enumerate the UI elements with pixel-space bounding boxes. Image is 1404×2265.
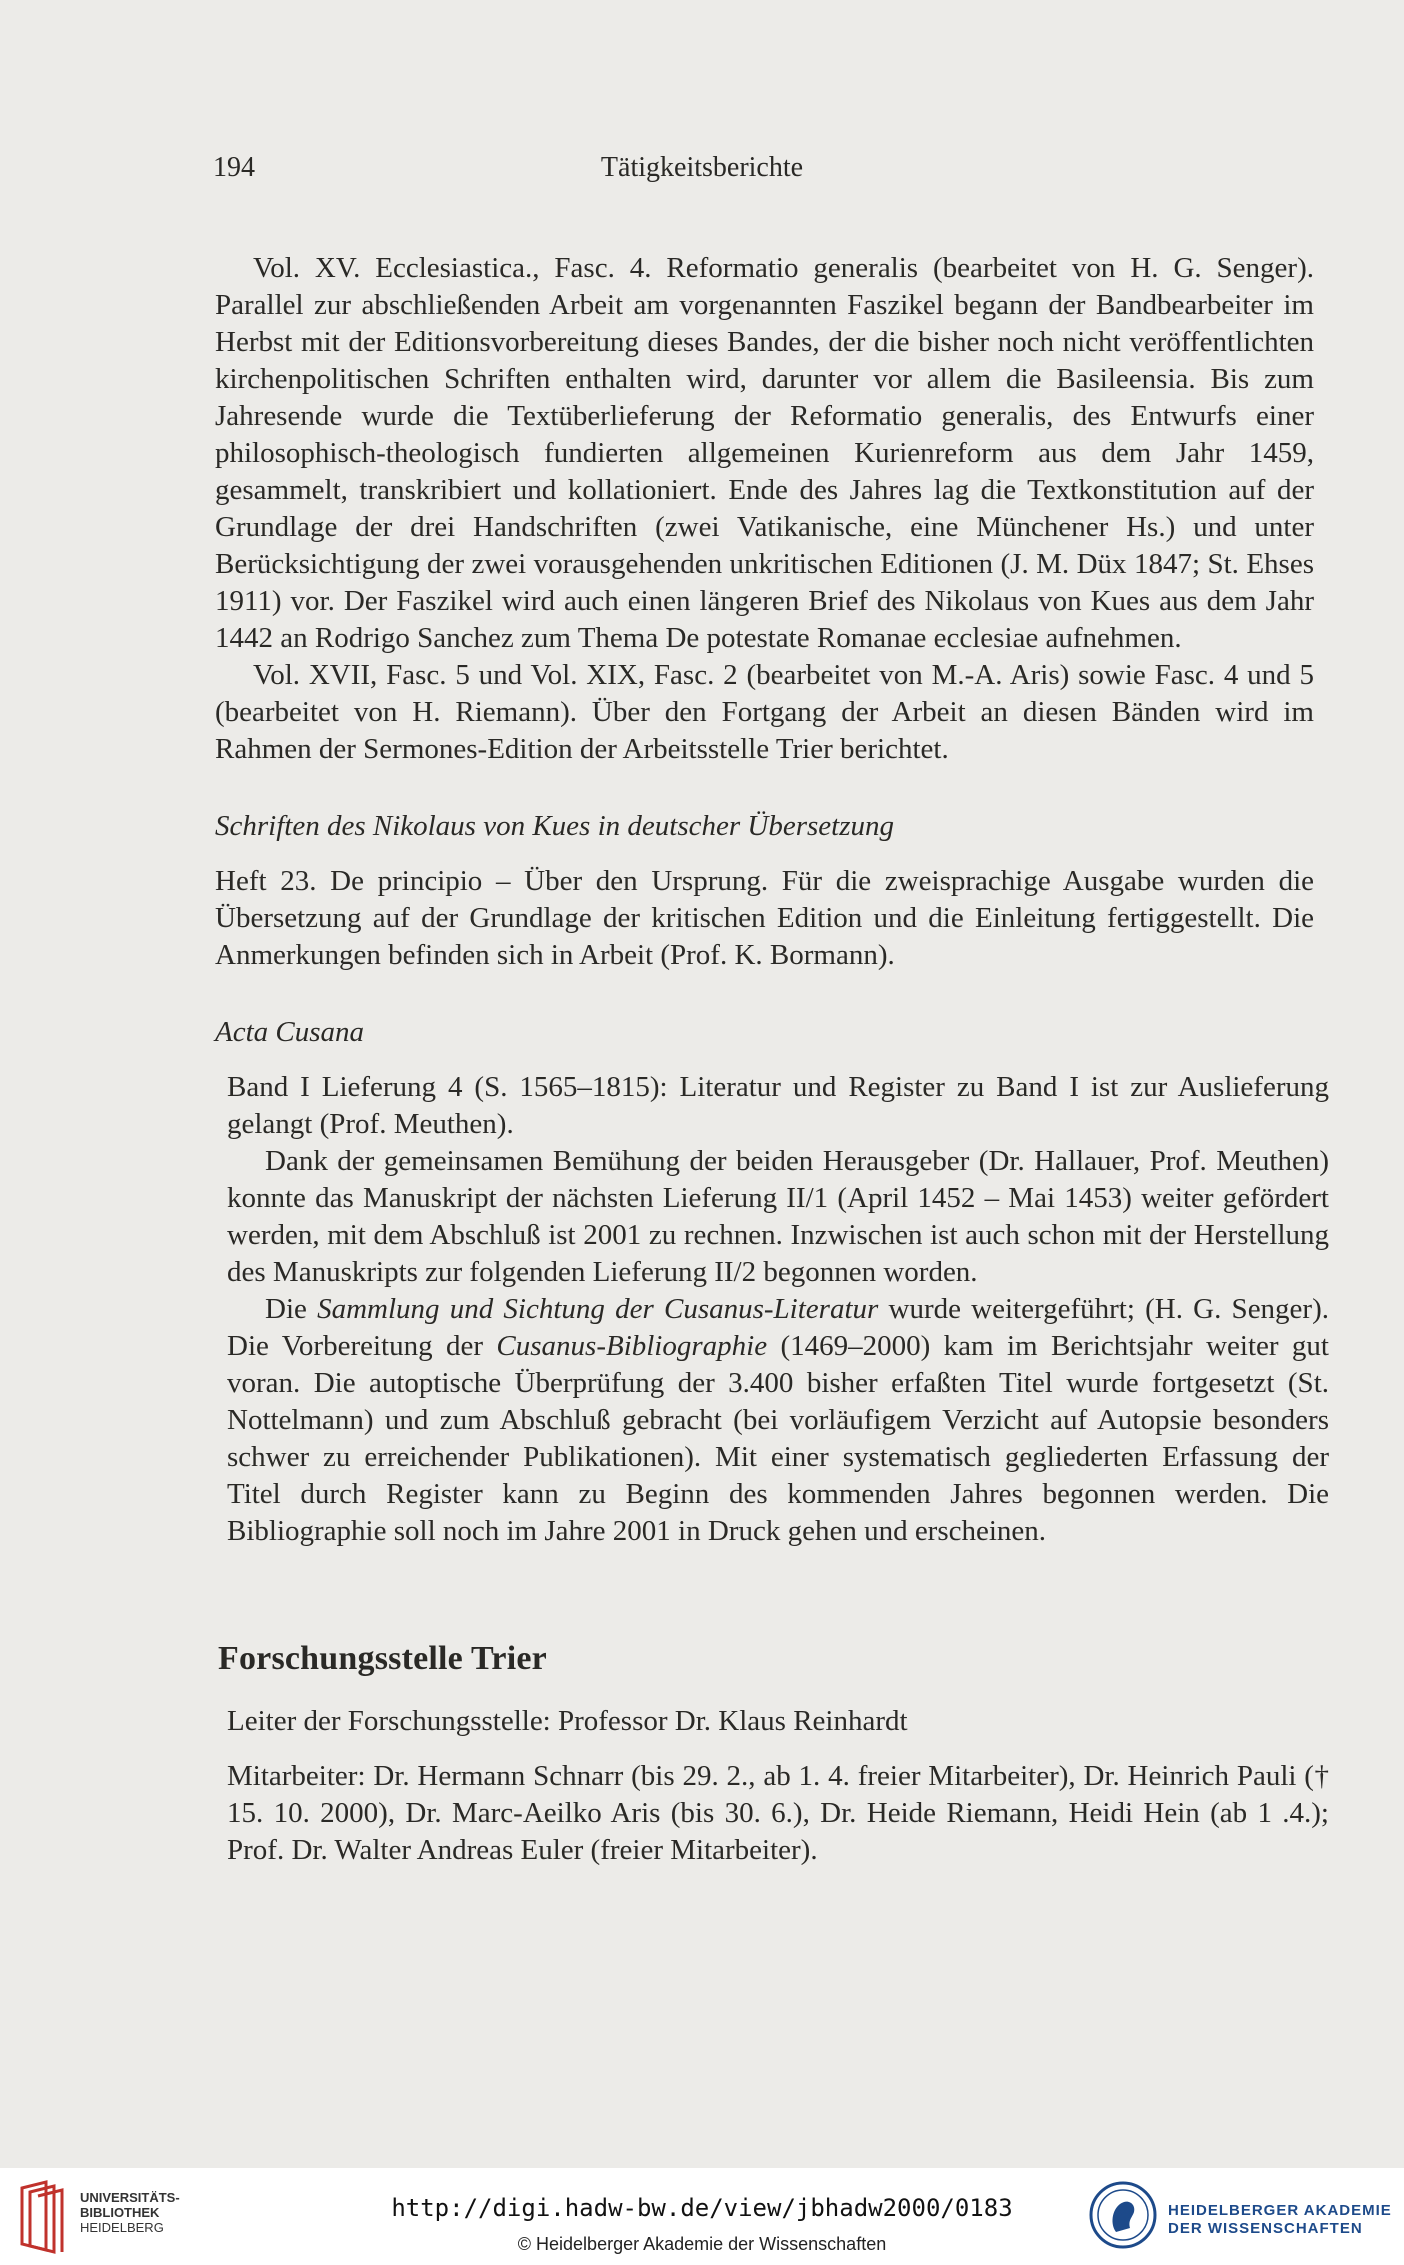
acta-block xyxy=(215,1069,1329,1869)
sammlung-text-a: Die xyxy=(265,1293,318,1325)
paragraph-dank: Dank der gemeinsamen Bemühung der beiden Herausgeber (Dr. Hallauer, Prof. Meuthen) konnte das Manuskript der nächsten Lieferung II/1 (April 1452 – Mai 1453) weiter gefördert werden, mit dem Abschluß ist 2001 zu rechnen. Inzwischen ist auch schon mit der Herstellung des Manuskripts zur folgenden Lieferung II/2 begonnen worden. xyxy=(227,1145,1329,1288)
sammlung-title-italic: Sammlung und Sichtung der Cusanus-Literatur xyxy=(317,1293,879,1325)
paragraph-reformatio: Vol. XV. Ecclesiastica., Fasc. 4. Reformatio generalis (bearbeitet von H. G. Senger). Parallel zur abschließenden Arbeit am vorgenannten Faszikel begann der Bandbearbeiter im Herbst mit der Editionsvorbereitung dieses Bandes, der die bisher noch nicht veröffentlichten kirchenpolitischen Schriften enthalten wird, darunter vor allem die Basileensia. Bis zum Jahresende wurde die Textüberlieferung der Reformatio generalis, des Entwurfs einer philosophisch-theologisch fundierten allgemeinen Kurienreform aus dem Jahr 1459, gesammelt, transkribiert und kollationiert. Ende des Jahres lag die Textkonstitution auf der Grundlage der drei Handschriften (zwei Vatikanische, eine Münchener Hs.) und unter Berücksichtigung der zwei vorausgehenden unkritischen Editionen (J. M. Düx 1847; St. Ehses 1911) vor. Der Faszikel wird auch einen längeren Brief des Nikolaus von Kues aus dem Jahr 1442 an Rodrigo Sanchez zum Thema De potestate Romanae ecclesiae aufnehmen. xyxy=(215,252,1314,654)
spacer xyxy=(215,1550,1314,1640)
paragraph-vol-xvii: Vol. XVII, Fasc. 5 und Vol. XIX, Fasc. 2 (bearbeitet von M.-A. Aris) sowie Fasc. 4 und 5 (bearbeitet von H. Riemann). Über den Fortgang der Arbeit an diesen Bänden wird im Rahmen der Sermones-Edition der Arbeitsstelle Trier berichtet. xyxy=(215,659,1314,765)
page-number: 194 xyxy=(213,152,255,183)
spacer xyxy=(215,1740,1314,1758)
bibliographie-title-italic: Cusanus-Bibliographie xyxy=(496,1330,768,1362)
footer-bar xyxy=(0,2168,1404,2265)
running-head-title: Tätigkeitsberichte xyxy=(600,152,804,183)
academy-seal-icon xyxy=(1088,2180,1158,2250)
paragraph-leiter: Leiter der Forschungsstelle: Professor Dr. Klaus Reinhardt xyxy=(227,1705,908,1737)
copyright-notice: © Heidelberger Akademie der Wissenschaften xyxy=(517,2234,887,2254)
source-url-link[interactable]: http://digi.hadw-bw.de/view/jbhadw2000/0183 xyxy=(391,2194,1013,2222)
ub-line-3: HEIDELBERG xyxy=(80,2220,164,2235)
academy-line-1: HEIDELBERGER AKADEMIE xyxy=(1168,2202,1392,2219)
body-text xyxy=(215,250,1329,1869)
sammlung-text-b: wurde weitergeführt; (H. G. Senger). Die Vorbereitung der xyxy=(227,1293,1329,1362)
ub-line-1: UNIVERSITÄTS- xyxy=(80,2190,180,2205)
paragraph-mitarbeiter: Mitarbeiter: Dr. Hermann Schnarr (bis 29. 2., ab 1. 4. freier Mitarbeiter), Dr. Heinrich Pauli († 15. 10. 2000), Dr. Marc-Aeilko Aris (bis 30. 6.), Dr. Heide Riemann, Heidi Hein (ab 1 .4.); Prof. Dr. Walter Andreas Euler (freier Mitarbeiter). xyxy=(227,1760,1329,1866)
section-heading-acta: Acta Cusana xyxy=(215,1016,365,1048)
sammlung-text-c: (1469–2000) kam im Berichtsjahr weiter gut voran. Die autoptische Überprüfung der 3.400 bisher erfaßten Titel wurde fortgesetzt (St. Nottelmann) und zum Abschluß gebracht (bei vorläufigem Verzicht auf Autopsie besonders schwer zu erreichender Publikationen). Mit einer systematisch gegliederten Erfassung der Titel durch Register kann zu Beginn des kommenden Jahres begonnen werden. Die Bibliographie soll noch im Jahre 2001 in Druck gehen und erscheinen. xyxy=(227,1330,1329,1547)
academy-name xyxy=(1168,2202,1392,2238)
paragraph-band-i: Band I Lieferung 4 (S. 1565–1815): Literatur und Register zu Band I ist zur Auslieferung gelangt (Prof. Meuthen). xyxy=(227,1071,1329,1140)
running-head xyxy=(0,152,1404,192)
paragraph-heft-23: Heft 23. De principio – Über den Ursprung. Für die zweisprachige Ausgabe wurden die Übersetzung auf der Grundlage der kritischen Edition und die Einleitung fertiggestellt. Die Anmerkungen befinden sich in Arbeit (Prof. K. Bormann). xyxy=(215,865,1314,971)
paragraph-sammlung xyxy=(227,1291,1329,1550)
ub-line-2: BIBLIOTHEK xyxy=(80,2205,160,2220)
heading-forschungsstelle-trier: Forschungsstelle Trier xyxy=(218,1640,547,1677)
section-heading-schriften: Schriften des Nikolaus von Kues in deutscher Übersetzung xyxy=(215,810,894,842)
academy-line-2: DER WISSENSCHAFTEN xyxy=(1168,2220,1363,2237)
